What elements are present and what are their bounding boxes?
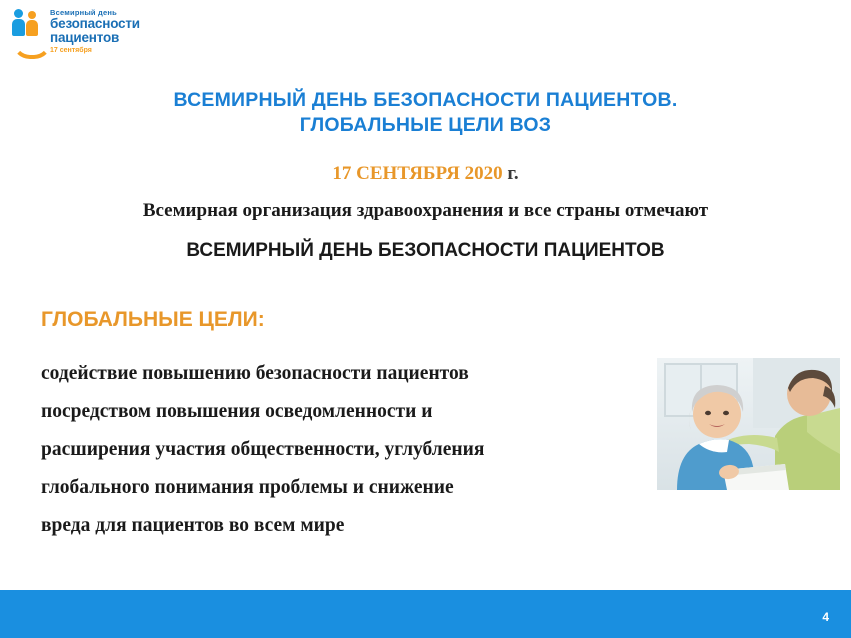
- page-number: 4: [822, 610, 829, 624]
- who-patient-safety-logo: [10, 6, 155, 64]
- logo-figure-orange-body-icon: [26, 20, 38, 36]
- logo-figure-blue-body-icon: [12, 19, 25, 36]
- page-title-line-2: ГЛОБАЛЬНЫЕ ЦЕЛИ ВОЗ: [299, 114, 552, 136]
- event-date-highlight: 17 СЕНТЯБРЯ 2020: [332, 163, 503, 184]
- logo-figure-orange-head-icon: [28, 11, 36, 19]
- goals-line: глобального понимания проблемы и снижение: [41, 477, 454, 498]
- goals-line: расширения участия общественности, углубления: [41, 439, 485, 460]
- goals-line: содействие повышению безопасности пациентов: [41, 363, 469, 384]
- page-title-line-1: ВСЕМИРНЫЙ ДЕНЬ БЕЗОПАСНОСТИ ПАЦИЕНТОВ.: [173, 89, 678, 111]
- logo-date: 17 сентября: [50, 47, 92, 54]
- subtitle-line-2: ВСЕМИРНЫЙ ДЕНЬ БЕЗОПАСНОСТИ ПАЦИЕНТОВ: [186, 240, 665, 261]
- logo-text: [50, 8, 154, 55]
- patient-photo: [657, 358, 840, 490]
- logo-line-1: Всемирный день: [50, 8, 117, 17]
- event-date-suffix: г.: [507, 163, 519, 184]
- footer-bar: [0, 590, 851, 638]
- goals-heading: ГЛОБАЛЬНЫЕ ЦЕЛИ:: [41, 308, 265, 331]
- page-title: [0, 88, 851, 138]
- logo-figure-blue-head-icon: [14, 9, 23, 18]
- event-date: [0, 163, 851, 185]
- goals-line: посредством повышения осведомленности и: [41, 401, 433, 422]
- logo-figures-icon: [12, 9, 46, 45]
- subtitle-line-1: Всемирная организация здравоохранения и все страны отмечают: [142, 200, 709, 221]
- goals-line: вреда для пациентов во всем мире: [41, 515, 345, 536]
- logo-arc-icon: [12, 35, 52, 59]
- logo-line-3: пациентов: [50, 30, 120, 45]
- logo-line-2: безопасности: [50, 16, 140, 31]
- goals-body: [41, 355, 656, 545]
